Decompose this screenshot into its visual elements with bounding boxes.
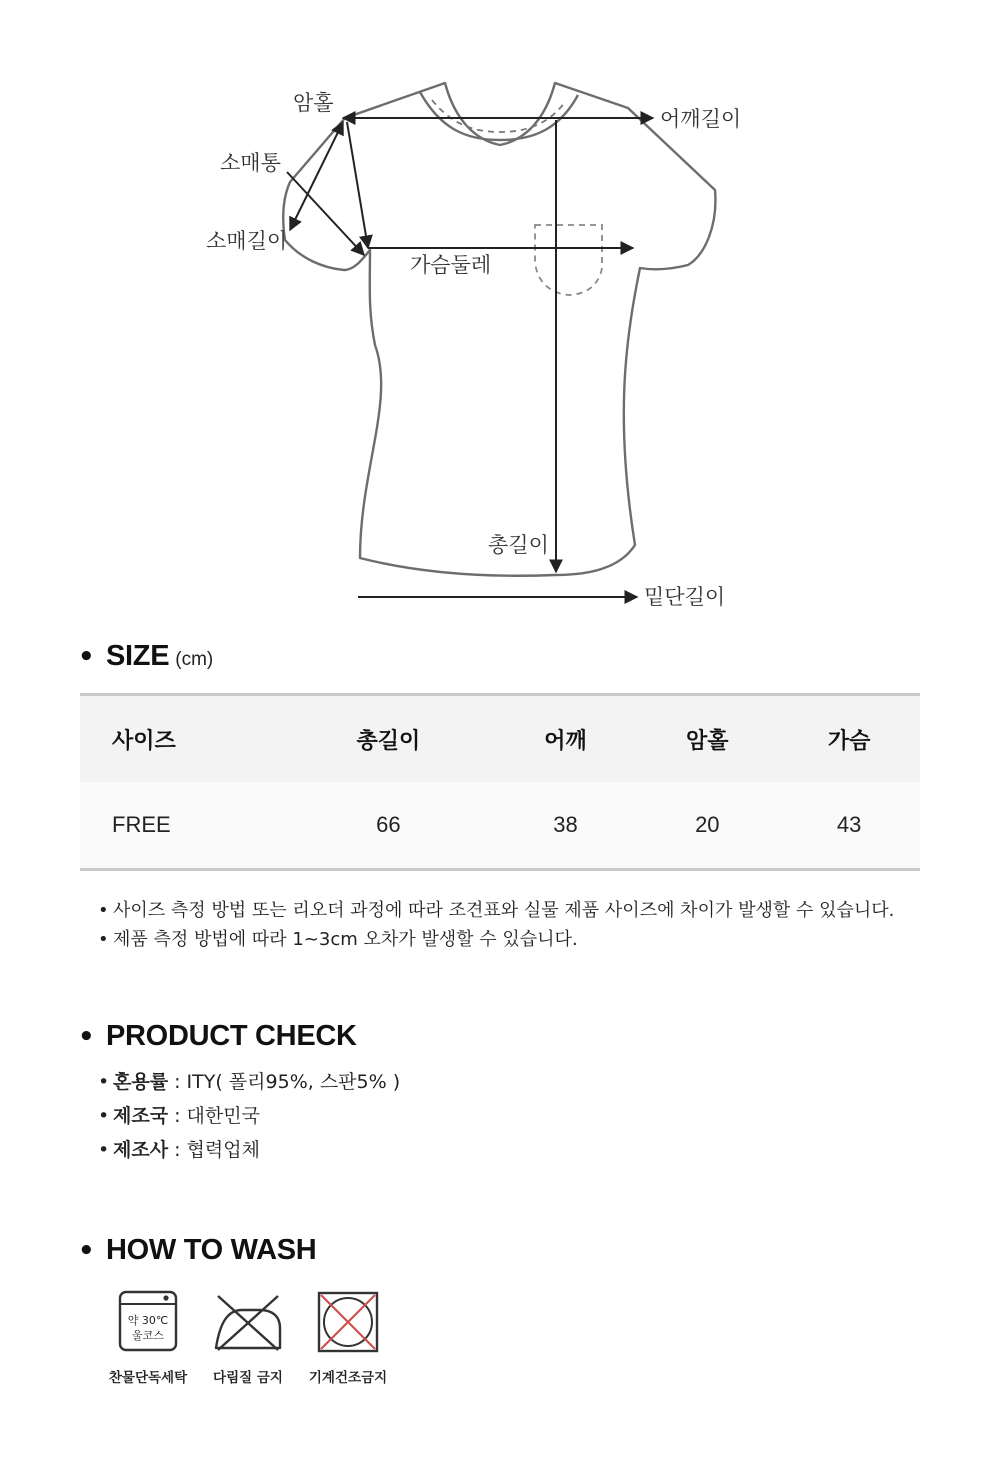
label-total-length: 총길이: [488, 533, 549, 557]
product-check-title: PRODUCT CHECK: [106, 1020, 357, 1052]
section-bullet: •: [78, 1236, 95, 1266]
label-chest: 가슴둘레: [410, 253, 492, 277]
size-table: [80, 693, 920, 871]
col-header-chest: 가슴: [778, 695, 920, 783]
label-sleeve-width: 소매통: [220, 151, 281, 175]
origin-key: 제조국: [113, 1105, 169, 1127]
product-check-heading: [78, 1020, 357, 1053]
list-item: • 사이즈 측정 방법 또는 리오더 과정에 따라 조견표와 실물 제품 사이즈에 차이가 발생할 수 있습니다.: [96, 896, 894, 925]
fabric-key: 혼용률: [113, 1071, 169, 1093]
cell-chest: 43: [778, 782, 920, 870]
armhole-arrow: [347, 122, 368, 248]
label-hem: 밑단길이: [644, 585, 726, 609]
label-armhole: 암홀: [293, 91, 334, 115]
cell-armhole: 20: [636, 782, 778, 870]
cell-total-length: 66: [282, 782, 495, 870]
table-row: [80, 782, 920, 870]
size-notes: [96, 896, 894, 954]
cell-shoulder: 38: [495, 782, 637, 870]
fabric-value: : ITY( 폴리95%, 스판5% ): [168, 1071, 401, 1093]
list-item: [96, 1133, 400, 1167]
wash-caption: 찬물단독세탁: [108, 1370, 188, 1386]
pocket-outline: [535, 225, 602, 295]
size-heading: [78, 640, 213, 673]
size-title: SIZE: [106, 640, 170, 672]
no-iron-icon: [212, 1290, 284, 1354]
col-header-size: 사이즈: [80, 695, 282, 783]
list-item: [96, 1065, 400, 1099]
list-item: • 제품 측정 방법에 따라 1~3cm 오차가 발생할 수 있습니다.: [96, 925, 894, 954]
wash-caption: 기계건조금지: [308, 1370, 388, 1386]
wash-course-text: 울코스: [132, 1329, 164, 1342]
section-bullet: •: [78, 642, 95, 672]
no-tumble-dry-icon: [317, 1290, 379, 1354]
tshirt-outline: [283, 83, 715, 576]
cell-size: FREE: [80, 782, 282, 870]
wash-item-no-iron: [198, 1290, 298, 1386]
col-header-shoulder: 어깨: [495, 695, 637, 783]
col-header-armhole: 암홀: [636, 695, 778, 783]
hand-wash-30c-icon: [118, 1290, 178, 1354]
how-to-wash-title: HOW TO WASH: [106, 1234, 317, 1266]
col-header-total-length: 총길이: [282, 695, 495, 783]
product-check-list: [96, 1065, 400, 1167]
wash-caption: 다림질 금지: [213, 1370, 283, 1386]
label-shoulder: 어깨길이: [660, 107, 742, 131]
label-sleeve-length: 소매길이: [206, 229, 288, 253]
list-item: [96, 1099, 400, 1133]
size-table-header-row: [80, 695, 920, 783]
wash-temp-text: 약 30℃: [127, 1314, 169, 1327]
garment-measurement-diagram: [0, 0, 1000, 630]
section-bullet: •: [78, 1022, 95, 1052]
wash-item-hand-wash: [98, 1290, 198, 1386]
sleeve-arrow: [290, 122, 343, 230]
how-to-wash-heading: [78, 1234, 316, 1267]
size-unit: (cm): [175, 649, 214, 670]
maker-key: 제조사: [113, 1139, 169, 1161]
maker-value: : 협력업체: [168, 1139, 260, 1161]
origin-value: : 대한민국: [168, 1105, 260, 1127]
wash-item-no-tumble-dry: [298, 1290, 398, 1386]
